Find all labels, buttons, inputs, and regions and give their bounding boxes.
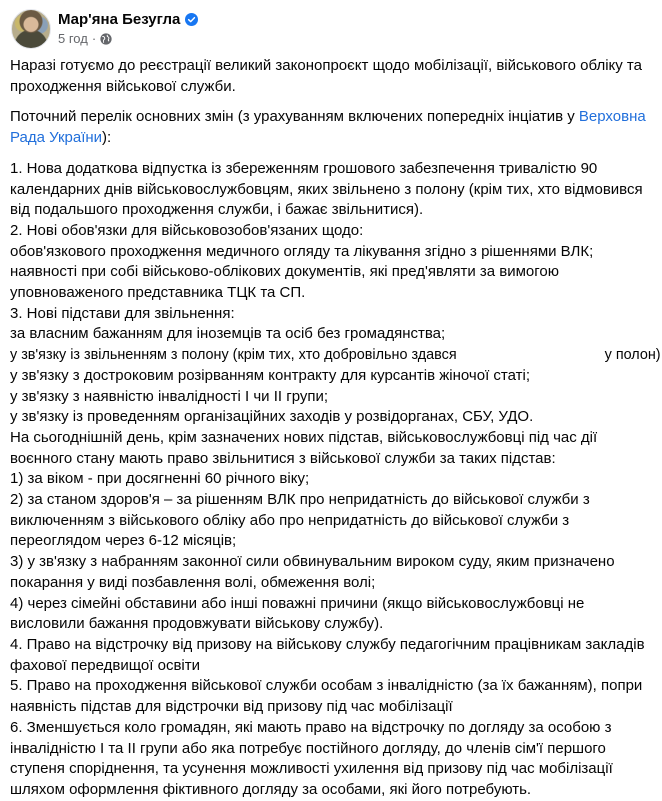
text-line: календарних днів військовослужбовцям, яких звільнено з полону (крім тих, хто відмовився: [10, 180, 643, 198]
text-line: 2. Нові обов'язки для військовозобов'язаних щодо:: [10, 221, 364, 239]
text-segment: у зв'язку із звільненням з полону (крім тих, хто добровільно здався: [10, 347, 457, 364]
text-line: 4) через сімейні обставини або інші поважні причини (якщо військовослужбовці не: [10, 594, 585, 612]
text-line: наявність підстав для відстрочки від призову під час мобілізації: [10, 698, 453, 716]
post-header: [0, 0, 662, 52]
text-line: 1. Нова додаткова відпустка із збереженням грошового забезпечення тривалістю 90: [10, 159, 598, 177]
text-line: від подальшого проходження служби, і бажає звільнитися).: [10, 201, 424, 219]
text-line: проходження військової служби.: [10, 77, 236, 95]
verified-badge-icon: [185, 13, 198, 26]
text-line: [10, 128, 655, 149]
text-line: 3. Нові підстави для звільнення:: [10, 304, 235, 322]
text-line: На сьогоднішній день, крім зазначених нових підстав, військовослужбовці під час дії: [10, 428, 598, 446]
author-avatar[interactable]: [11, 9, 51, 49]
text-line: Наразі готуємо до реєстрації великий законопроєкт щодо мобілізації, військового обліку та: [10, 57, 642, 74]
text-line: у зв'язку з достроковим розірванням контракту для курсантів жіночої статі;: [10, 366, 531, 384]
text-line: інвалідністю І та ІІ групи або яка потребує постійного догляду, до членів сім'ї першого: [10, 739, 606, 757]
text-line: [10, 345, 661, 366]
post-body: [10, 56, 661, 801]
text-line: у зв'язку із проведенням організаційних заходів у розвідорганах, СБУ, УДО.: [10, 408, 534, 426]
globe-icon[interactable]: [100, 33, 112, 45]
text-line: шляхом оформлення фіктивного догляду за особами, які його потребують.: [10, 780, 532, 798]
text-line: фахової передвищої освіти: [10, 656, 200, 674]
text-line: уповноваженого представника ТЦК та СП.: [10, 284, 306, 302]
text-line: обов'язкового проходження медичного огляду та лікування згідно з рішеннями ВЛК;: [10, 242, 594, 260]
text-line: 3) у зв'язку з набранням законної сили обвинувальним вироком суду, яким призначено: [10, 553, 615, 571]
text-line: 6. Зменшується коло громадян, які мають право на відстрочку по догляду за особою з: [10, 718, 612, 736]
text-line: 4. Право на відстрочку від призову на військову службу педагогічним працівникам закладів: [10, 635, 645, 653]
text-line: переоглядом через 6-12 місяців;: [10, 532, 237, 550]
post-meta: [58, 31, 112, 46]
intro-paragraph: [10, 56, 655, 97]
text-line: покарання у виді позбавлення волі, обмеження волі;: [10, 573, 376, 591]
text-line: ступеня споріднення, та усунення можливості ухилення від призову під час мобілізації: [10, 760, 613, 778]
text-line: 2) за станом здоров'я – за рішенням ВЛК про непридатність до військової служби з: [10, 491, 590, 509]
text-line: воєнного стану мають право звільнитися з військової служби за таких підстав:: [10, 449, 556, 467]
changes-list: [10, 159, 661, 801]
text-line: [10, 107, 655, 128]
text-line: 1) за віком - при досягненні 60 річного віку;: [10, 470, 310, 488]
author-row: [58, 11, 198, 28]
list-intro-paragraph: [10, 107, 655, 148]
text-line: наявності при собі військово-облікових документів, які пред'являти за вимогою: [10, 263, 560, 281]
text-segment: ):: [102, 129, 112, 147]
text-line: висловили бажання продовжувати військову службу).: [10, 615, 384, 633]
text-line: за власним бажанням для іноземців та осіб без громадянства;: [10, 325, 446, 343]
text-segment: у полон): [604, 347, 661, 364]
text-line: 5. Право на проходження військової служби особам з інвалідністю (за їх бажанням), попри: [10, 677, 643, 695]
verkhovna-rada-link[interactable]: Рада України: [10, 129, 103, 147]
text-segment: Поточний перелік основних змін (з урахуванням включених попередніх інціатив у: [10, 108, 579, 126]
post-timestamp[interactable]: 5 год: [58, 31, 88, 46]
meta-separator: ·: [91, 31, 97, 46]
verkhovna-rada-link[interactable]: Верховна: [578, 108, 646, 126]
author-name[interactable]: Мар'яна Безугла: [58, 11, 181, 28]
text-line: виключенням з військового обліку або про непридатність до військової служби з: [10, 511, 570, 529]
text-line: у зв'язку з наявністю інвалідності І чи ІІ групи;: [10, 387, 329, 405]
